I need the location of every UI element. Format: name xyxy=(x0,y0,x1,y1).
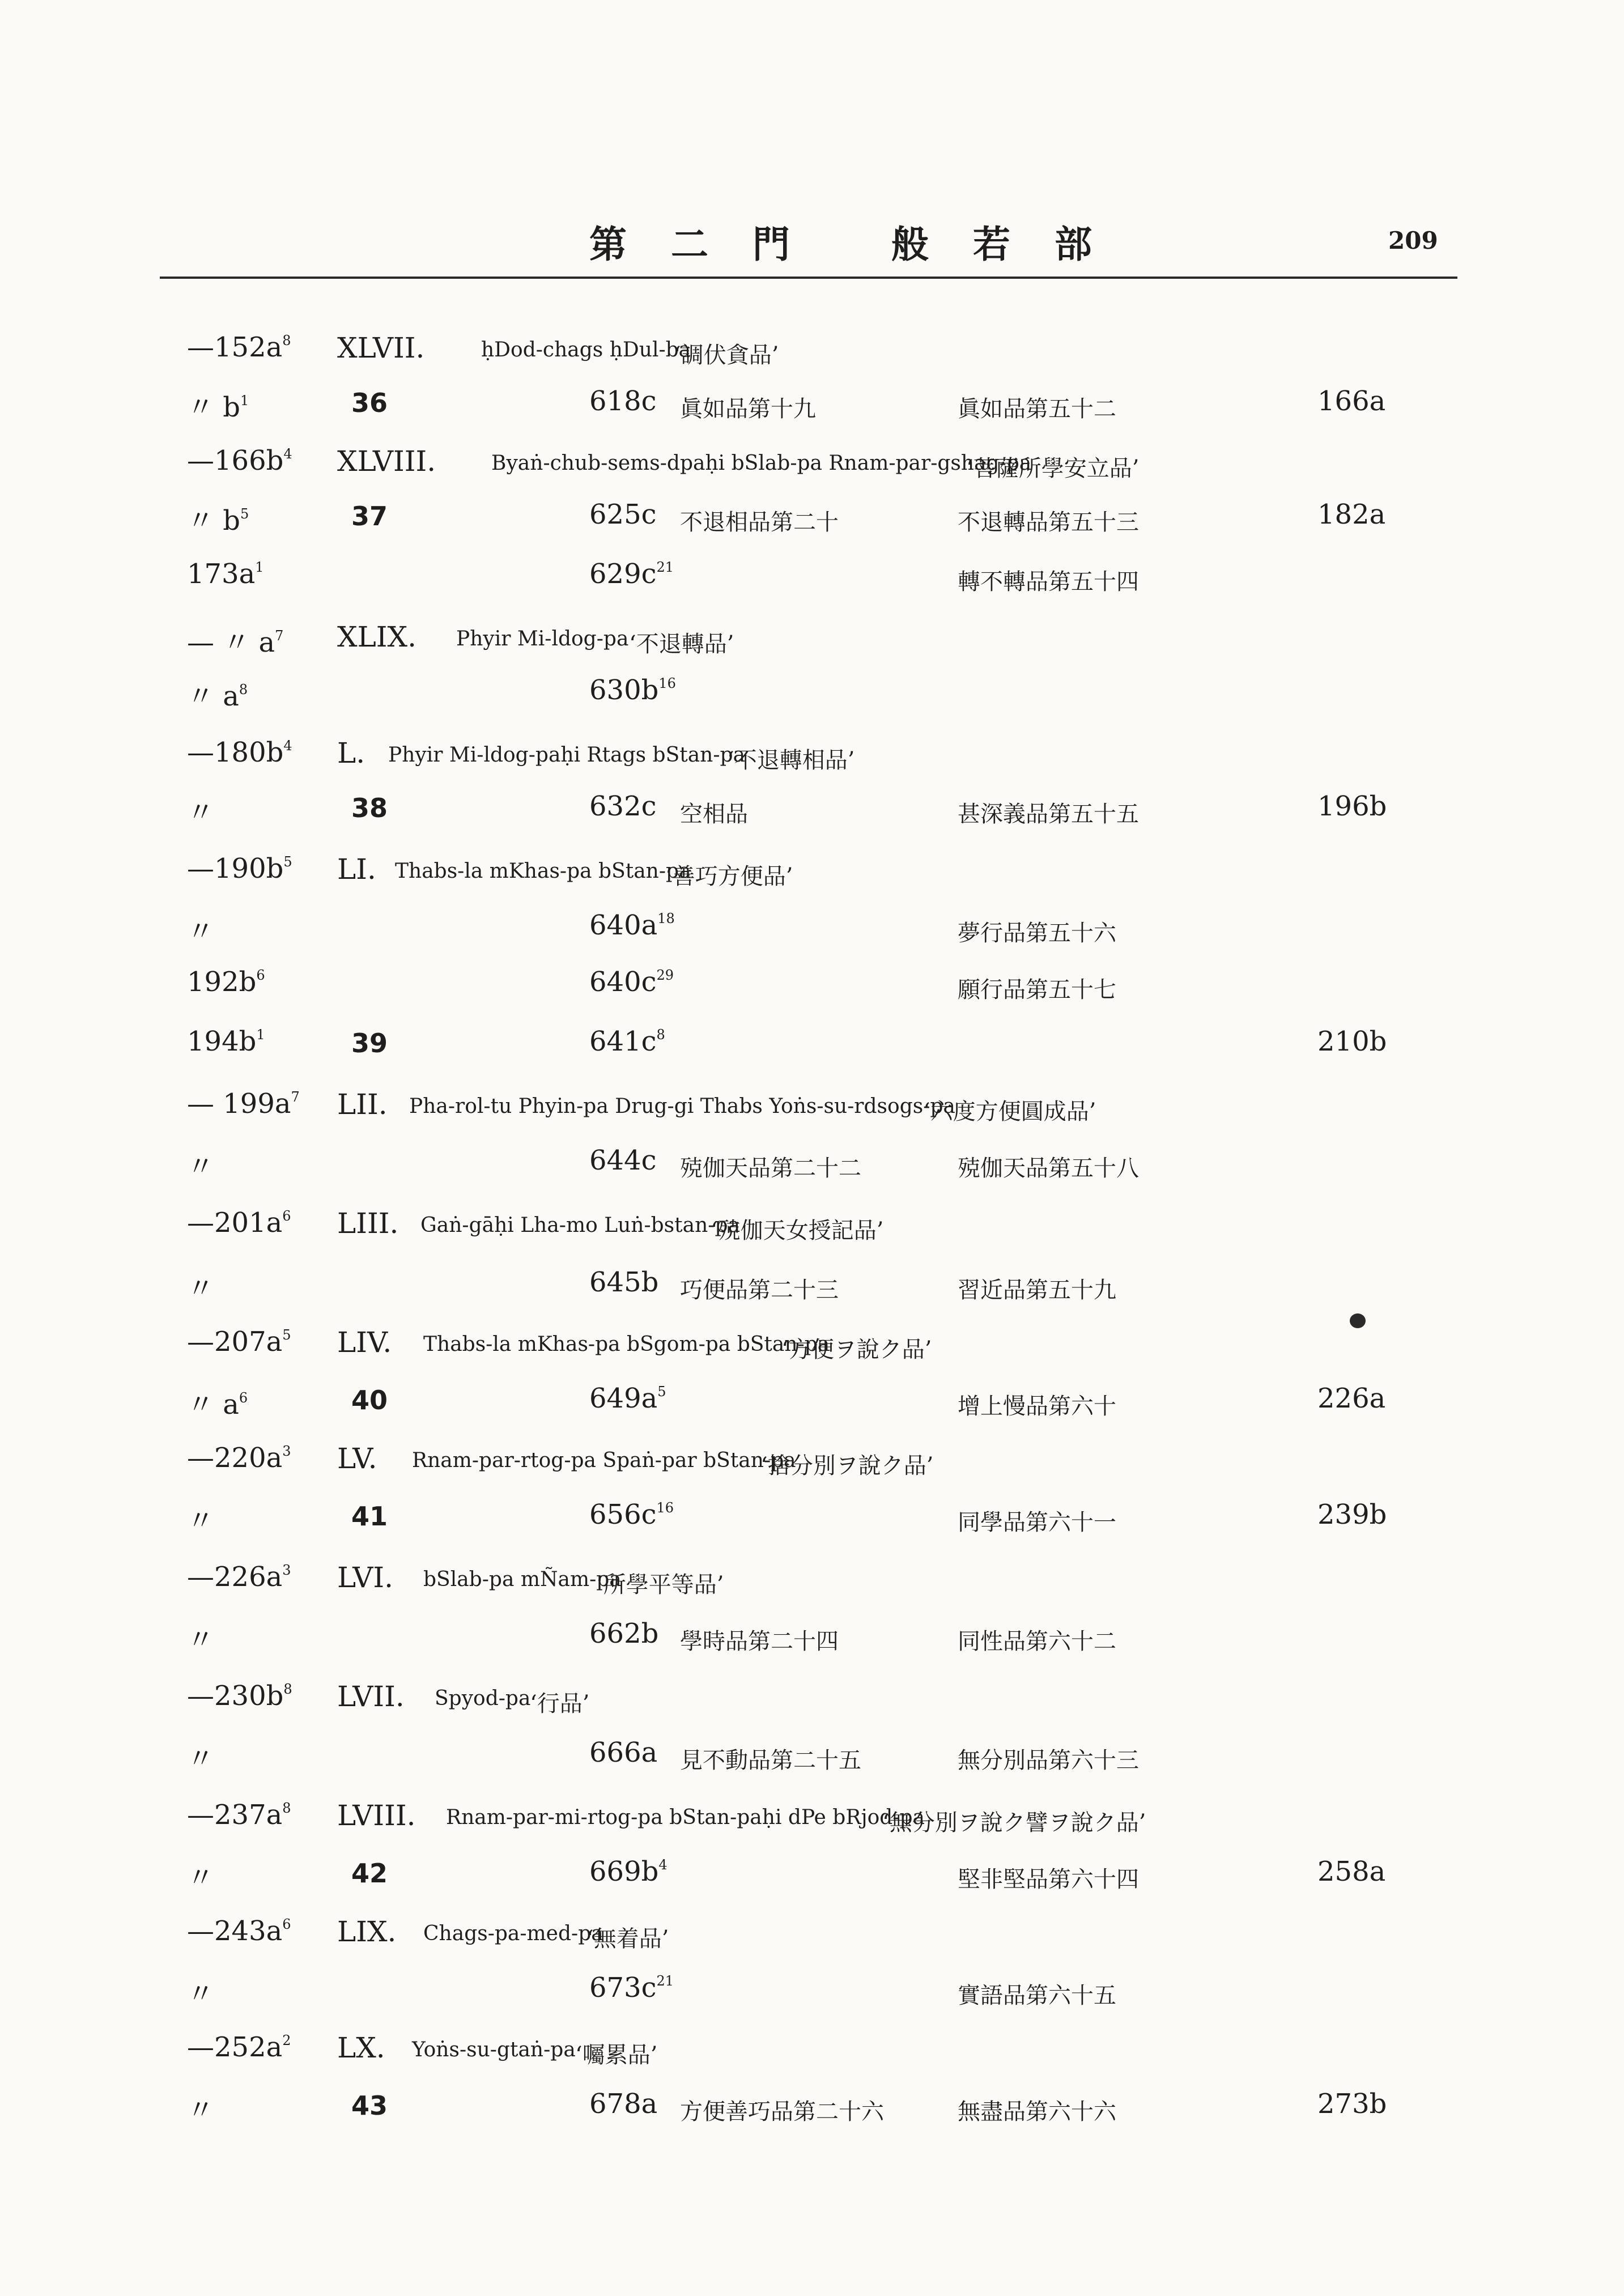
taisho-page-text: 625c xyxy=(589,499,657,530)
folio-reference-superscript: 1 xyxy=(240,393,249,409)
chinese-translation: ‘無分別ヲ說ク譬ヲ說ク品’ xyxy=(882,1810,1146,1836)
tibetan-chapter-title: Yoṅs-su-gtaṅ-pa xyxy=(412,2038,576,2061)
taisho-page-superscript: 16 xyxy=(656,1500,674,1516)
chinese-chapter-b: 實語品第六十五 xyxy=(958,1983,1116,2009)
folio-reference-text: —237a xyxy=(187,1799,283,1831)
folio-reference-text: 〃 xyxy=(187,1624,215,1656)
taisho-page-text: 656c xyxy=(589,1499,657,1530)
folio-reference xyxy=(187,1207,291,1239)
tibetan-chapter-title: Rnam-par-rtog-pa Spaṅ-par bStan-pa xyxy=(412,1449,796,1472)
chapter-title-row xyxy=(0,445,1624,496)
chinese-chapter-b: 增上慢品第六十 xyxy=(958,1393,1116,1419)
folio-reference xyxy=(187,499,249,538)
taisho-page-superscript: 18 xyxy=(657,911,675,926)
taisho-page-superscript: 16 xyxy=(658,675,676,691)
folio-reference xyxy=(187,1026,265,1057)
folio-reference xyxy=(187,1326,291,1358)
taisho-page-text: 669b xyxy=(589,1856,659,1887)
chinese-chapter-b: 不退轉品第五十三 xyxy=(958,509,1139,535)
chinese-translation: ‘殑伽天女授記品’ xyxy=(711,1218,884,1244)
chapter-title-row xyxy=(0,1561,1624,1612)
folio-reference-superscript: 7 xyxy=(275,628,284,644)
folio-reference-superscript: 5 xyxy=(283,854,292,870)
chinese-chapter-b: 堅非堅品第六十四 xyxy=(958,1866,1139,1893)
folio-reference xyxy=(187,1972,214,2011)
chinese-chapter-b: 夢行品第五十六 xyxy=(958,920,1116,946)
folio-reference-superscript: 6 xyxy=(239,1390,248,1406)
folio-reference-text: 〃 xyxy=(187,916,215,947)
chapter-title-row xyxy=(0,737,1624,788)
folio-reference-superscript: 3 xyxy=(282,1562,291,1578)
taisho-page xyxy=(589,1856,668,1887)
section-number: 43 xyxy=(351,2090,388,2121)
folio-reference-text: —190b xyxy=(187,853,284,885)
chinese-translation: ‘方便ヲ說ク品’ xyxy=(781,1337,932,1363)
chinese-chapter-b: 無盡品第六十六 xyxy=(958,2099,1116,2125)
folio-reference-text: — 199a xyxy=(187,1088,291,1120)
end-folio: 196b xyxy=(1317,790,1387,822)
taisho-page-text: 666a xyxy=(589,1737,658,1768)
folio-reference xyxy=(187,1499,214,1538)
folio-reference xyxy=(187,790,214,830)
taisho-page-text: 640a xyxy=(589,909,658,941)
folio-reference xyxy=(187,853,292,885)
ink-blot xyxy=(1350,1313,1366,1328)
folio-row xyxy=(0,1972,1624,2023)
folio-reference-superscript: 3 xyxy=(282,1443,291,1459)
taisho-page xyxy=(589,1266,658,1298)
folio-reference-text: 〃 b xyxy=(187,505,240,537)
taisho-page xyxy=(589,1737,657,1768)
chapter-title-row xyxy=(0,620,1624,671)
chinese-translation: ‘六度方便圓成品’ xyxy=(923,1099,1096,1125)
folio-reference-text: —243a xyxy=(187,1915,283,1947)
chapter-numeral: XLVII. xyxy=(337,331,425,364)
folio-reference xyxy=(187,1442,291,1474)
taisho-page-text: 662b xyxy=(589,1618,659,1649)
tibetan-chapter-title: Spyod-pa xyxy=(435,1687,531,1710)
tibetan-chapter-title: Rnam-par-mi-rtog-pa bStan-paḥi dPe bRjod-pa xyxy=(446,1806,925,1829)
folio-reference xyxy=(187,331,291,363)
folio-reference xyxy=(187,1088,300,1120)
chinese-chapter-a: 空相品 xyxy=(680,801,748,827)
folio-reference-superscript: 5 xyxy=(282,1327,291,1343)
taisho-page-text: 673c xyxy=(589,1972,657,2004)
chinese-chapter-b: 無分別品第六十三 xyxy=(958,1747,1139,1774)
chapter-numeral: LVIII. xyxy=(337,1799,416,1832)
chinese-chapter-a: 巧便品第二十三 xyxy=(680,1277,839,1303)
folio-reference-superscript: 2 xyxy=(282,2033,291,2048)
folio-row xyxy=(0,1026,1624,1077)
chinese-chapter-a: 殑伽天品第二十二 xyxy=(680,1155,861,1181)
page-title: 第二門 般若部 xyxy=(589,222,1136,266)
chinese-translation: ‘菩薩所學安立品’ xyxy=(966,456,1140,482)
folio-reference-superscript: 6 xyxy=(282,1916,291,1932)
chapter-numeral: LVII. xyxy=(337,1680,405,1713)
end-folio: 273b xyxy=(1317,2088,1387,2120)
chapter-title-row xyxy=(0,331,1624,382)
taisho-page xyxy=(589,385,657,417)
chapter-title-row xyxy=(0,1207,1624,1258)
taisho-page-text: 630b xyxy=(589,674,659,706)
tibetan-chapter-title: Byaṅ-chub-sems-dpaḥi bSlab-pa Rnam-par-gshag-pa xyxy=(491,452,1032,475)
chapter-numeral: LI. xyxy=(337,853,376,886)
taisho-page-text: 645b xyxy=(589,1266,659,1298)
folio-reference-superscript: 6 xyxy=(256,967,265,983)
tibetan-chapter-title: bSlab-pa mÑam-pa xyxy=(423,1568,622,1591)
folio-reference xyxy=(187,2031,291,2063)
folio-row xyxy=(0,790,1624,841)
folio-reference-text: 〃 xyxy=(187,1862,215,1894)
folio-reference-superscript: 8 xyxy=(282,1800,291,1816)
chapter-numeral: XLVIII. xyxy=(337,445,436,478)
section-number: 40 xyxy=(351,1385,388,1415)
tibetan-chapter-title: Chags-pa-med-pa xyxy=(423,1922,603,1945)
folio-reference xyxy=(187,620,283,660)
folio-reference xyxy=(187,558,264,590)
folio-reference-superscript: 4 xyxy=(283,738,292,754)
section-number: 38 xyxy=(351,793,388,823)
taisho-page xyxy=(589,790,657,822)
folio-reference xyxy=(187,1266,214,1306)
taisho-page xyxy=(589,2088,657,2120)
chinese-chapter-a: 學時品第二十四 xyxy=(680,1629,839,1655)
taisho-page xyxy=(589,1145,657,1176)
folio-reference-text: 〃 xyxy=(187,2094,215,2126)
taisho-page xyxy=(589,1383,666,1414)
folio-reference-superscript: 8 xyxy=(239,682,248,698)
taisho-page xyxy=(589,1499,674,1530)
folio-reference xyxy=(187,674,248,713)
chinese-chapter-b: 眞如品第五十二 xyxy=(958,396,1116,422)
folio-reference-superscript: 5 xyxy=(240,506,249,522)
folio-reference-text: 〃 xyxy=(187,1151,215,1183)
taisho-page xyxy=(589,1972,674,2004)
chinese-chapter-a: 見不動品第二十五 xyxy=(680,1747,861,1774)
chapter-title-row xyxy=(0,853,1624,904)
chapter-title-row xyxy=(0,1680,1624,1731)
folio-reference xyxy=(187,445,292,477)
chinese-translation: ‘無着品’ xyxy=(586,1926,669,1952)
taisho-page-text: 618c xyxy=(589,385,657,417)
folio-reference-superscript: 1 xyxy=(255,559,264,575)
folio-reference-text: —230b xyxy=(187,1680,284,1712)
taisho-page-superscript: 8 xyxy=(656,1027,665,1043)
folio-row xyxy=(0,1145,1624,1196)
chinese-chapter-b: 同學品第六十一 xyxy=(958,1510,1116,1536)
taisho-page-text: 649a xyxy=(589,1383,658,1414)
folio-reference xyxy=(187,1618,214,1657)
folio-reference-text: 194b xyxy=(187,1026,257,1057)
folio-row xyxy=(0,1737,1624,1788)
chinese-chapter-b: 轉不轉品第五十四 xyxy=(958,569,1139,595)
folio-reference-text: —201a xyxy=(187,1207,283,1239)
chinese-chapter-b: 願行品第五十七 xyxy=(958,977,1116,1003)
folio-reference-text: 192b xyxy=(187,966,257,998)
folio-reference-text: 173a xyxy=(187,558,256,590)
folio-reference-superscript: 8 xyxy=(282,333,291,348)
folio-row xyxy=(0,1856,1624,1907)
tibetan-chapter-title: Thabs-la mKhas-pa bSgom-pa bStan-pa xyxy=(423,1333,830,1356)
taisho-page xyxy=(589,909,675,941)
folio-reference-text: —180b xyxy=(187,737,284,768)
folio-reference-superscript: 4 xyxy=(283,446,292,462)
folio-reference xyxy=(187,1680,292,1712)
section-number: 36 xyxy=(351,388,388,418)
folio-reference xyxy=(187,2088,214,2127)
taisho-page-superscript: 21 xyxy=(656,1973,674,1989)
folio-reference-text: —207a xyxy=(187,1326,283,1358)
taisho-page xyxy=(589,499,657,530)
tibetan-chapter-title: Thabs-la mKhas-pa bStan-pa xyxy=(395,860,691,883)
chapter-numeral: L. xyxy=(337,737,365,769)
folio-reference-superscript: 8 xyxy=(283,1681,292,1697)
folio-row xyxy=(0,1383,1624,1434)
chinese-chapter-a: 方便善巧品第二十六 xyxy=(680,2099,884,2125)
chinese-chapter-b: 同性品第六十二 xyxy=(958,1629,1116,1655)
chinese-translation: ‘所學平等品’ xyxy=(596,1572,724,1598)
folio-reference xyxy=(187,385,249,424)
folio-reference xyxy=(187,966,265,998)
chinese-chapter-b: 甚深義品第五十五 xyxy=(958,801,1139,827)
chinese-translation: ‘善巧方便品’ xyxy=(665,864,793,890)
chapter-numeral: XLIX. xyxy=(337,620,417,653)
chapter-numeral: LX. xyxy=(337,2031,385,2064)
taisho-page-text: 678a xyxy=(589,2088,658,2120)
end-folio: 226a xyxy=(1317,1383,1386,1414)
end-folio: 239b xyxy=(1317,1499,1387,1530)
taisho-page-text: 644c xyxy=(589,1145,657,1176)
chinese-chapter-b: 習近品第五十九 xyxy=(958,1277,1116,1303)
taisho-page xyxy=(589,1618,658,1649)
folio-reference-text: —252a xyxy=(187,2031,283,2063)
folio-reference-text: 〃 xyxy=(187,797,215,828)
taisho-page xyxy=(589,966,674,998)
folio-row xyxy=(0,674,1624,725)
taisho-page-superscript: 21 xyxy=(656,559,674,575)
folio-row xyxy=(0,385,1624,436)
section-number: 42 xyxy=(351,1858,388,1889)
chinese-translation: ‘不退轉品’ xyxy=(629,631,734,657)
folio-reference xyxy=(187,1799,291,1831)
folio-row xyxy=(0,1618,1624,1669)
chinese-translation: ‘捨分別ヲ說ク品’ xyxy=(760,1453,934,1479)
chapter-title-row xyxy=(0,1442,1624,1493)
end-folio: 210b xyxy=(1317,1026,1387,1057)
tibetan-chapter-title: Phyir Mi-ldog-pa xyxy=(456,627,629,650)
chapter-numeral: LIV. xyxy=(337,1326,392,1359)
folio-reference-text: 〃 a xyxy=(187,681,239,712)
tibetan-chapter-title: Gaṅ-gāḥi Lha-mo Luṅ-bstan-pa xyxy=(420,1214,740,1237)
end-folio: 258a xyxy=(1317,1856,1386,1887)
taisho-page-text: 632c xyxy=(589,790,657,822)
folio-row xyxy=(0,909,1624,960)
chinese-chapter-a: 眞如品第十九 xyxy=(680,396,816,422)
folio-reference xyxy=(187,737,292,768)
tibetan-chapter-title: Phyir Mi-ldog-paḥi Rtags bStan-pa xyxy=(388,743,746,767)
chinese-chapter-a: 不退相品第二十 xyxy=(680,509,839,535)
folio-reference xyxy=(187,1856,214,1895)
folio-reference xyxy=(187,1383,248,1422)
folio-reference xyxy=(187,909,214,949)
taisho-page xyxy=(589,558,674,590)
chapter-title-row xyxy=(0,1326,1624,1377)
folio-reference-text: 〃 xyxy=(187,1273,215,1304)
chinese-translation: ‘不退轉相品’ xyxy=(727,747,855,773)
section-number: 39 xyxy=(351,1028,388,1058)
folio-reference-superscript: 1 xyxy=(256,1027,265,1043)
chapter-numeral: LIX. xyxy=(337,1915,397,1948)
folio-row xyxy=(0,2088,1624,2139)
folio-reference-text: — 〃 a xyxy=(187,627,275,658)
folio-row xyxy=(0,558,1624,609)
chapter-title-row xyxy=(0,1799,1624,1850)
folio-reference-text: —220a xyxy=(187,1442,283,1474)
folio-reference-text: —226a xyxy=(187,1561,283,1593)
chapter-numeral: LV. xyxy=(337,1442,377,1475)
folio-reference-text: 〃 a xyxy=(187,1389,239,1421)
chinese-translation: ‘囑累品’ xyxy=(575,2042,658,2068)
folio-reference xyxy=(187,1737,214,1776)
taisho-page xyxy=(589,1026,665,1057)
taisho-page-superscript: 5 xyxy=(657,1384,666,1400)
folio-row xyxy=(0,499,1624,550)
folio-reference xyxy=(187,1561,291,1593)
folio-reference-text: 〃 xyxy=(187,1743,215,1775)
tibetan-chapter-title: ḥDod-chags ḥDul-ba xyxy=(481,338,691,362)
chinese-translation: ‘調伏貪品’ xyxy=(674,342,779,368)
folio-reference-superscript: 7 xyxy=(291,1089,300,1105)
taisho-page-superscript: 4 xyxy=(658,1857,668,1873)
folio-reference-text: 〃 xyxy=(187,1505,215,1537)
taisho-page-text: 641c xyxy=(589,1026,657,1057)
chapter-numeral: LII. xyxy=(337,1088,388,1121)
chinese-translation: ‘行品’ xyxy=(530,1691,590,1717)
chapter-numeral: LIII. xyxy=(337,1207,399,1240)
folio-reference xyxy=(187,1915,291,1947)
folio-row xyxy=(0,1266,1624,1317)
tibetan-chapter-title: Pha-rol-tu Phyin-pa Drug-gi Thabs Yoṅs-su-rdsogs-pa xyxy=(409,1095,955,1118)
page-number: 209 xyxy=(1388,227,1438,254)
taisho-page xyxy=(589,674,676,706)
folio-reference-superscript: 6 xyxy=(282,1208,291,1224)
chapter-title-row xyxy=(0,1915,1624,1966)
section-number: 37 xyxy=(351,501,388,532)
taisho-page-superscript: 29 xyxy=(656,967,674,983)
folio-row xyxy=(0,966,1624,1017)
taisho-page-text: 640c xyxy=(589,966,657,998)
taisho-page-text: 629c xyxy=(589,558,657,590)
end-folio: 182a xyxy=(1317,499,1386,530)
folio-reference-text: —166b xyxy=(187,445,284,477)
chinese-chapter-b: 殑伽天品第五十八 xyxy=(958,1155,1139,1181)
folio-reference-text: 〃 b xyxy=(187,392,240,423)
chapter-title-row xyxy=(0,1088,1624,1139)
folio-reference-text: 〃 xyxy=(187,1978,215,2010)
folio-reference xyxy=(187,1145,214,1184)
chapter-numeral: LVI. xyxy=(337,1561,394,1594)
section-number: 41 xyxy=(351,1501,388,1532)
end-folio: 166a xyxy=(1317,385,1386,417)
folio-reference-text: —152a xyxy=(187,331,283,363)
chapter-title-row xyxy=(0,2031,1624,2082)
folio-row xyxy=(0,1499,1624,1550)
